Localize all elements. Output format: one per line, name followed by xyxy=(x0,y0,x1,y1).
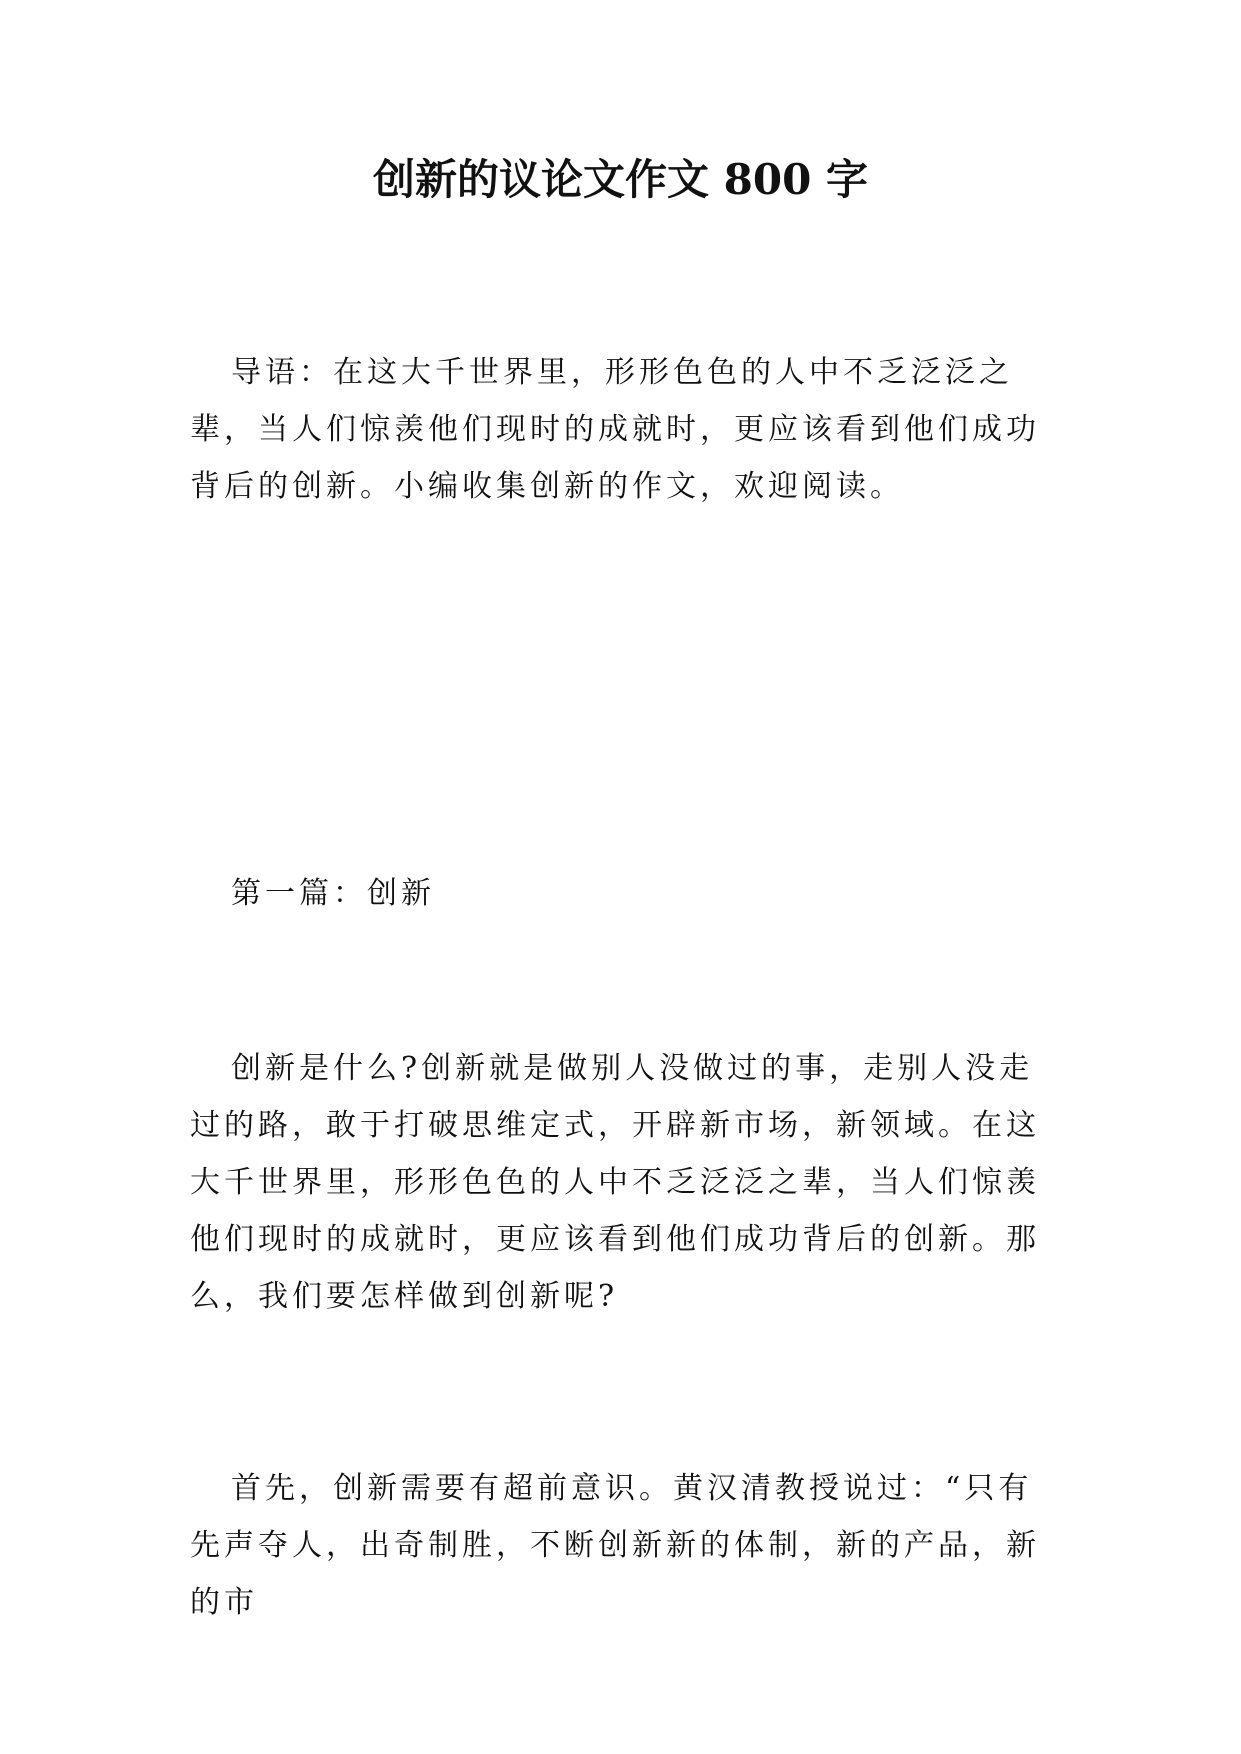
intro-paragraph: 导语：在这大千世界里，形形色色的人中不乏泛泛之辈，当人们惊羡他们现时的成就时，更应该看到他们成功背后的创新。小编收集创新的作文，欢迎阅读。 xyxy=(190,355,1040,504)
section-heading: 第一篇：创新 xyxy=(231,876,435,911)
body-paragraph-2: 首先，创新需要有超前意识。黄汉清教授说过：“只有先声夺人，出奇制胜，不断创新新的体制，新的产品，新的市 xyxy=(190,1471,1040,1620)
body-paragraph-1: 创新是什么?创新就是做别人没做过的事，走别人没走过的路，敢于打破思维定式，开辟新市场，新领域。在这大千世界里，形形色色的人中不乏泛泛之辈，当人们惊羡他们现时的成就时，更应该看到他们成功背后的创新。那么，我们要怎样做到创新呢? xyxy=(190,1051,1040,1314)
document-title: 创新的议论文作文 800 字 xyxy=(373,155,868,204)
